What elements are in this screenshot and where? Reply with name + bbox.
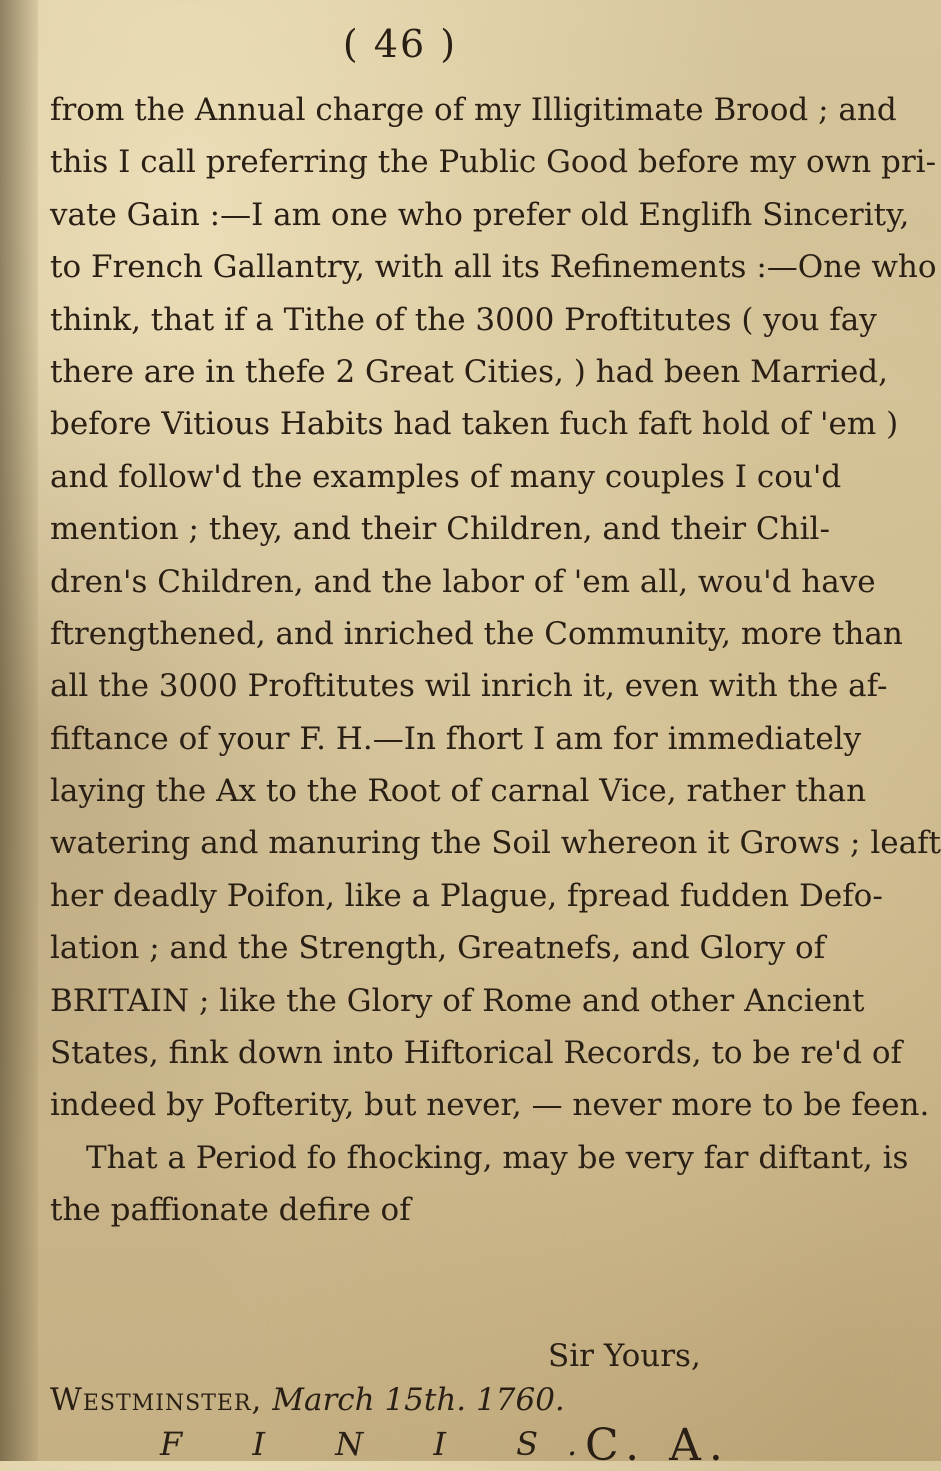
body-text [50,84,941,1237]
page-number: ( 46 ) [342,22,458,66]
author-initials: C. A. [585,1420,731,1471]
text-line: to French Gallantry, with all its Refinements :—One who [50,249,937,286]
text-line: indeed by Pofterity, but never, — never more to be feen. [50,1087,930,1124]
dateline-place: Westminster, [50,1382,263,1418]
text-line: watering and manuring the Soil whereon it Grows ; leaft [50,825,941,862]
text-line: fiftance of your F. H.—In fhort I am for immediately [50,720,862,757]
finis: F I N I S. [160,1425,608,1463]
text-line: her deadly Poifon, like a Plague, fpread fudden Defo- [50,877,883,914]
text-line: dren's Children, and the labor of 'em all, wou'd have [50,563,876,600]
text-line: ftrengthened, and inriched the Community, more than [50,615,903,652]
signoff: Sir Yours, [548,1338,701,1374]
text-line: mention ; they, and their Children, and their Chil- [50,511,830,548]
text-line: That a Period fo fhocking, may be very far diftant, is [86,1139,909,1176]
page-gutter-shadow [0,0,38,1461]
dateline [50,1382,565,1418]
text-line: think, that if a Tithe of the 3000 Proftitutes ( you fay [50,301,877,338]
text-line: lation ; and the Strength, Greatnefs, and Glory of [50,930,826,967]
text-line: vate Gain :—I am one who prefer old Englifh Sincerity, [50,196,910,233]
text-line: from the Annual charge of my Illigitimate Brood ; and [50,92,897,128]
text-line: before Vitious Habits had taken fuch faft hold of 'em ) [50,406,899,443]
text-line: the paffionate defire of [50,1192,411,1229]
text-line: BRITAIN ; like the Glory of Rome and other Ancient [50,982,865,1019]
text-line: there are in thefe 2 Great Cities, ) had been Married, [50,353,888,390]
text-line: this I call preferring the Public Good before my own pri- [50,144,937,181]
dateline-date: March 15th. 1760. [272,1382,565,1418]
text-line: States, fink down into Hiftorical Records, to be re'd of [50,1035,903,1072]
text-line: all the 3000 Proftitutes wil inrich it, even with the af- [50,668,888,705]
text-line: laying the Ax to the Root of carnal Vice, rather than [50,773,867,810]
text-line: and follow'd the examples of many couples I cou'd [50,458,842,495]
